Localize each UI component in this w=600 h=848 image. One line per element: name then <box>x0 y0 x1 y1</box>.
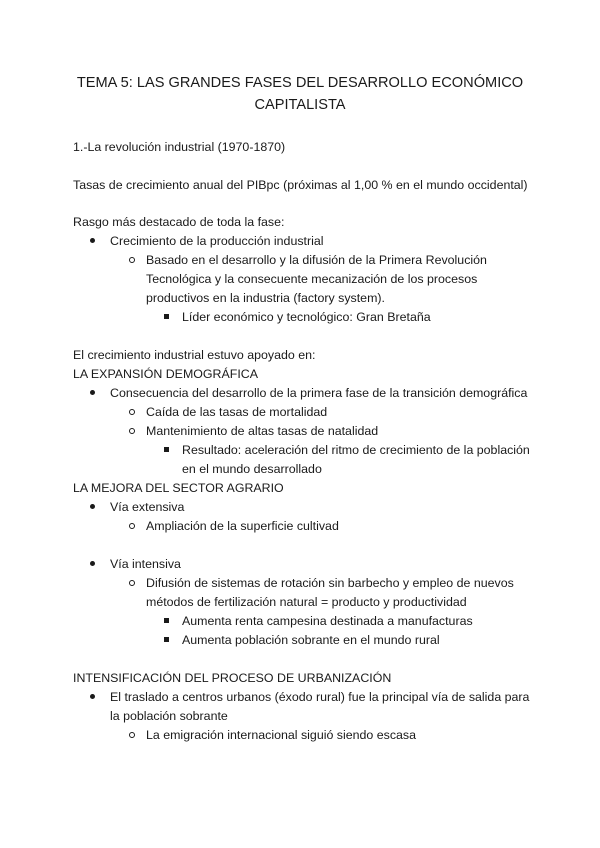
list-item: Líder económico y tecnológico: Gran Bretaña <box>182 310 431 324</box>
list-item: Crecimiento de la producción industrial <box>110 234 324 248</box>
list-item: El traslado a centros urbanos (éxodo rural) fue la principal vía de salida para <box>110 690 530 704</box>
list-item: Vía extensiva <box>110 500 185 514</box>
list-item: Resultado: aceleración del ritmo de crecimiento de la población <box>182 443 530 457</box>
list-item: Ampliación de la superficie cultivad <box>146 519 339 533</box>
list-item: Basado en el desarrollo y la difusión de la Primera Revolución <box>146 253 487 267</box>
list-item: Aumenta población sobrante en el mundo rural <box>182 633 440 647</box>
paragraph-tasas: Tasas de crecimiento anual del PIBpc (próximas al 1,00 % en el mundo occidental) <box>73 178 528 192</box>
bullet-circle-icon <box>129 580 135 586</box>
bullet-square-icon <box>164 637 169 642</box>
title-line-2: CAPITALISTA <box>254 97 346 113</box>
heading-expansion: LA EXPANSIÓN DEMOGRÁFICA <box>73 367 258 381</box>
list-item: Consecuencia del desarrollo de la primera fase de la transición demográfica <box>110 386 528 400</box>
bullet-square-icon <box>164 314 169 319</box>
paragraph-rasgo: Rasgo más destacado de toda la fase: <box>73 215 285 229</box>
list-item: Aumenta renta campesina destinada a manufacturas <box>182 614 473 628</box>
bullet-dot-icon <box>90 504 95 509</box>
paragraph-apoyado: El crecimiento industrial estuvo apoyado en: <box>73 348 316 362</box>
heading-urbanizacion: INTENSIFICACIÓN DEL PROCESO DE URBANIZACIÓN <box>73 671 392 685</box>
bullet-circle-icon <box>129 428 135 434</box>
list-item: Vía intensiva <box>110 557 181 571</box>
section-heading: 1.-La revolución industrial (1970-1870) <box>73 140 286 154</box>
bullet-dot-icon <box>90 694 95 699</box>
list-item-continuation: productivos en la industria (factory system). <box>146 291 385 305</box>
list-item: La emigración internacional siguió siendo escasa <box>146 728 417 742</box>
bullet-circle-icon <box>129 409 135 415</box>
bullet-square-icon <box>164 447 169 452</box>
bullet-circle-icon <box>129 732 135 738</box>
list-item-continuation: en el mundo desarrollado <box>182 462 322 476</box>
bullet-dot-icon <box>90 238 95 243</box>
bullet-dot-icon <box>90 390 95 395</box>
list-item: Mantenimiento de altas tasas de natalidad <box>146 424 379 438</box>
list-item-continuation: la población sobrante <box>110 709 228 723</box>
heading-agrario: LA MEJORA DEL SECTOR AGRARIO <box>73 481 284 495</box>
list-item: Caída de las tasas de mortalidad <box>146 405 328 419</box>
list-item-continuation: métodos de fertilización natural = producto y productividad <box>146 595 467 609</box>
bullet-circle-icon <box>129 257 135 263</box>
bullet-dot-icon <box>90 561 95 566</box>
list-item: Difusión de sistemas de rotación sin barbecho y empleo de nuevos <box>146 576 514 590</box>
bullet-square-icon <box>164 618 169 623</box>
title-line-1: TEMA 5: LAS GRANDES FASES DEL DESARROLLO ECONÓMICO <box>76 75 524 91</box>
list-item-continuation: Tecnológica y la consecuente mecanización de los procesos <box>146 272 478 286</box>
bullet-circle-icon <box>129 523 135 529</box>
